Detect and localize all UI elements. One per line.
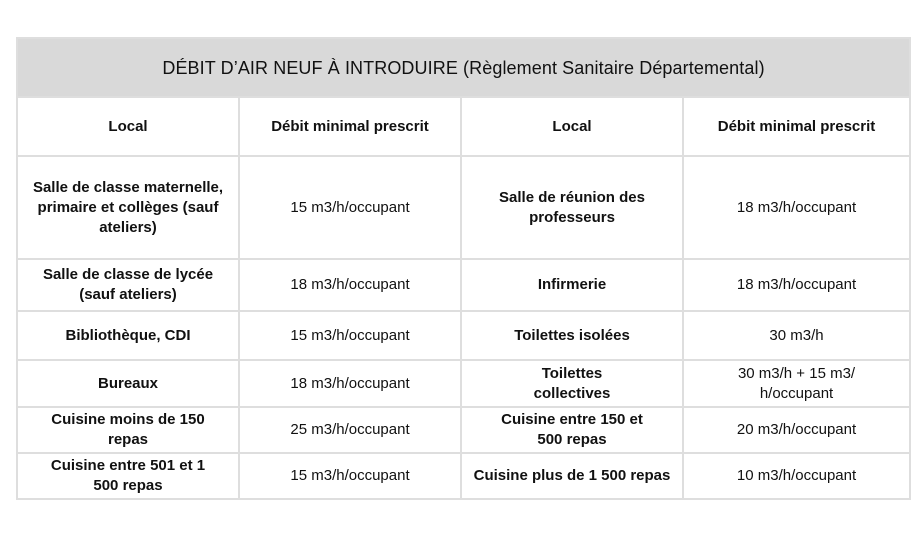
local-cell: Cuisine moins de 150 repas xyxy=(17,407,239,453)
table-row xyxy=(17,407,910,453)
local-cell: Cuisine plus de 1 500 repas xyxy=(461,453,683,499)
local-cell: Infirmerie xyxy=(461,259,683,311)
debit-cell: 18 m3/h/occupant xyxy=(683,259,910,311)
local-cell: Salle de classe de lycée (sauf ateliers) xyxy=(17,259,239,311)
column-header-local: Local xyxy=(461,97,683,156)
local-cell: Toilettes isolées xyxy=(461,311,683,360)
debit-cell: 18 m3/h/occupant xyxy=(239,259,461,311)
table-title-row xyxy=(17,38,910,97)
debit-cell: 30 m3/h xyxy=(683,311,910,360)
table-row xyxy=(17,156,910,259)
table-row xyxy=(17,453,910,499)
debit-cell: 30 m3/h + 15 m3/ h/occupant xyxy=(683,360,910,407)
table-title: DÉBIT D’AIR NEUF À INTRODUIRE (Règlement Sanitaire Départemental) xyxy=(17,38,910,97)
column-header-debit: Débit minimal prescrit xyxy=(683,97,910,156)
debit-cell: 10 m3/h/occupant xyxy=(683,453,910,499)
local-cell: Cuisine entre 501 et 1 500 repas xyxy=(17,453,239,499)
debit-cell: 15 m3/h/occupant xyxy=(239,311,461,360)
local-cell: Toilettes collectives xyxy=(461,360,683,407)
debit-cell: 18 m3/h/occupant xyxy=(683,156,910,259)
debit-cell: 25 m3/h/occupant xyxy=(239,407,461,453)
column-header-debit: Débit minimal prescrit xyxy=(239,97,461,156)
table-row xyxy=(17,360,910,407)
local-cell: Bibliothèque, CDI xyxy=(17,311,239,360)
local-cell: Cuisine entre 150 et 500 repas xyxy=(461,407,683,453)
air-flow-table xyxy=(16,37,911,500)
local-cell: Salle de classe maternelle, primaire et collèges (sauf ateliers) xyxy=(17,156,239,259)
debit-cell: 20 m3/h/occupant xyxy=(683,407,910,453)
table-header-row xyxy=(17,97,910,156)
local-cell: Bureaux xyxy=(17,360,239,407)
table-row xyxy=(17,311,910,360)
local-cell: Salle de réunion des professeurs xyxy=(461,156,683,259)
debit-cell: 15 m3/h/occupant xyxy=(239,453,461,499)
debit-cell: 18 m3/h/occupant xyxy=(239,360,461,407)
column-header-local: Local xyxy=(17,97,239,156)
debit-cell: 15 m3/h/occupant xyxy=(239,156,461,259)
table-row xyxy=(17,259,910,311)
